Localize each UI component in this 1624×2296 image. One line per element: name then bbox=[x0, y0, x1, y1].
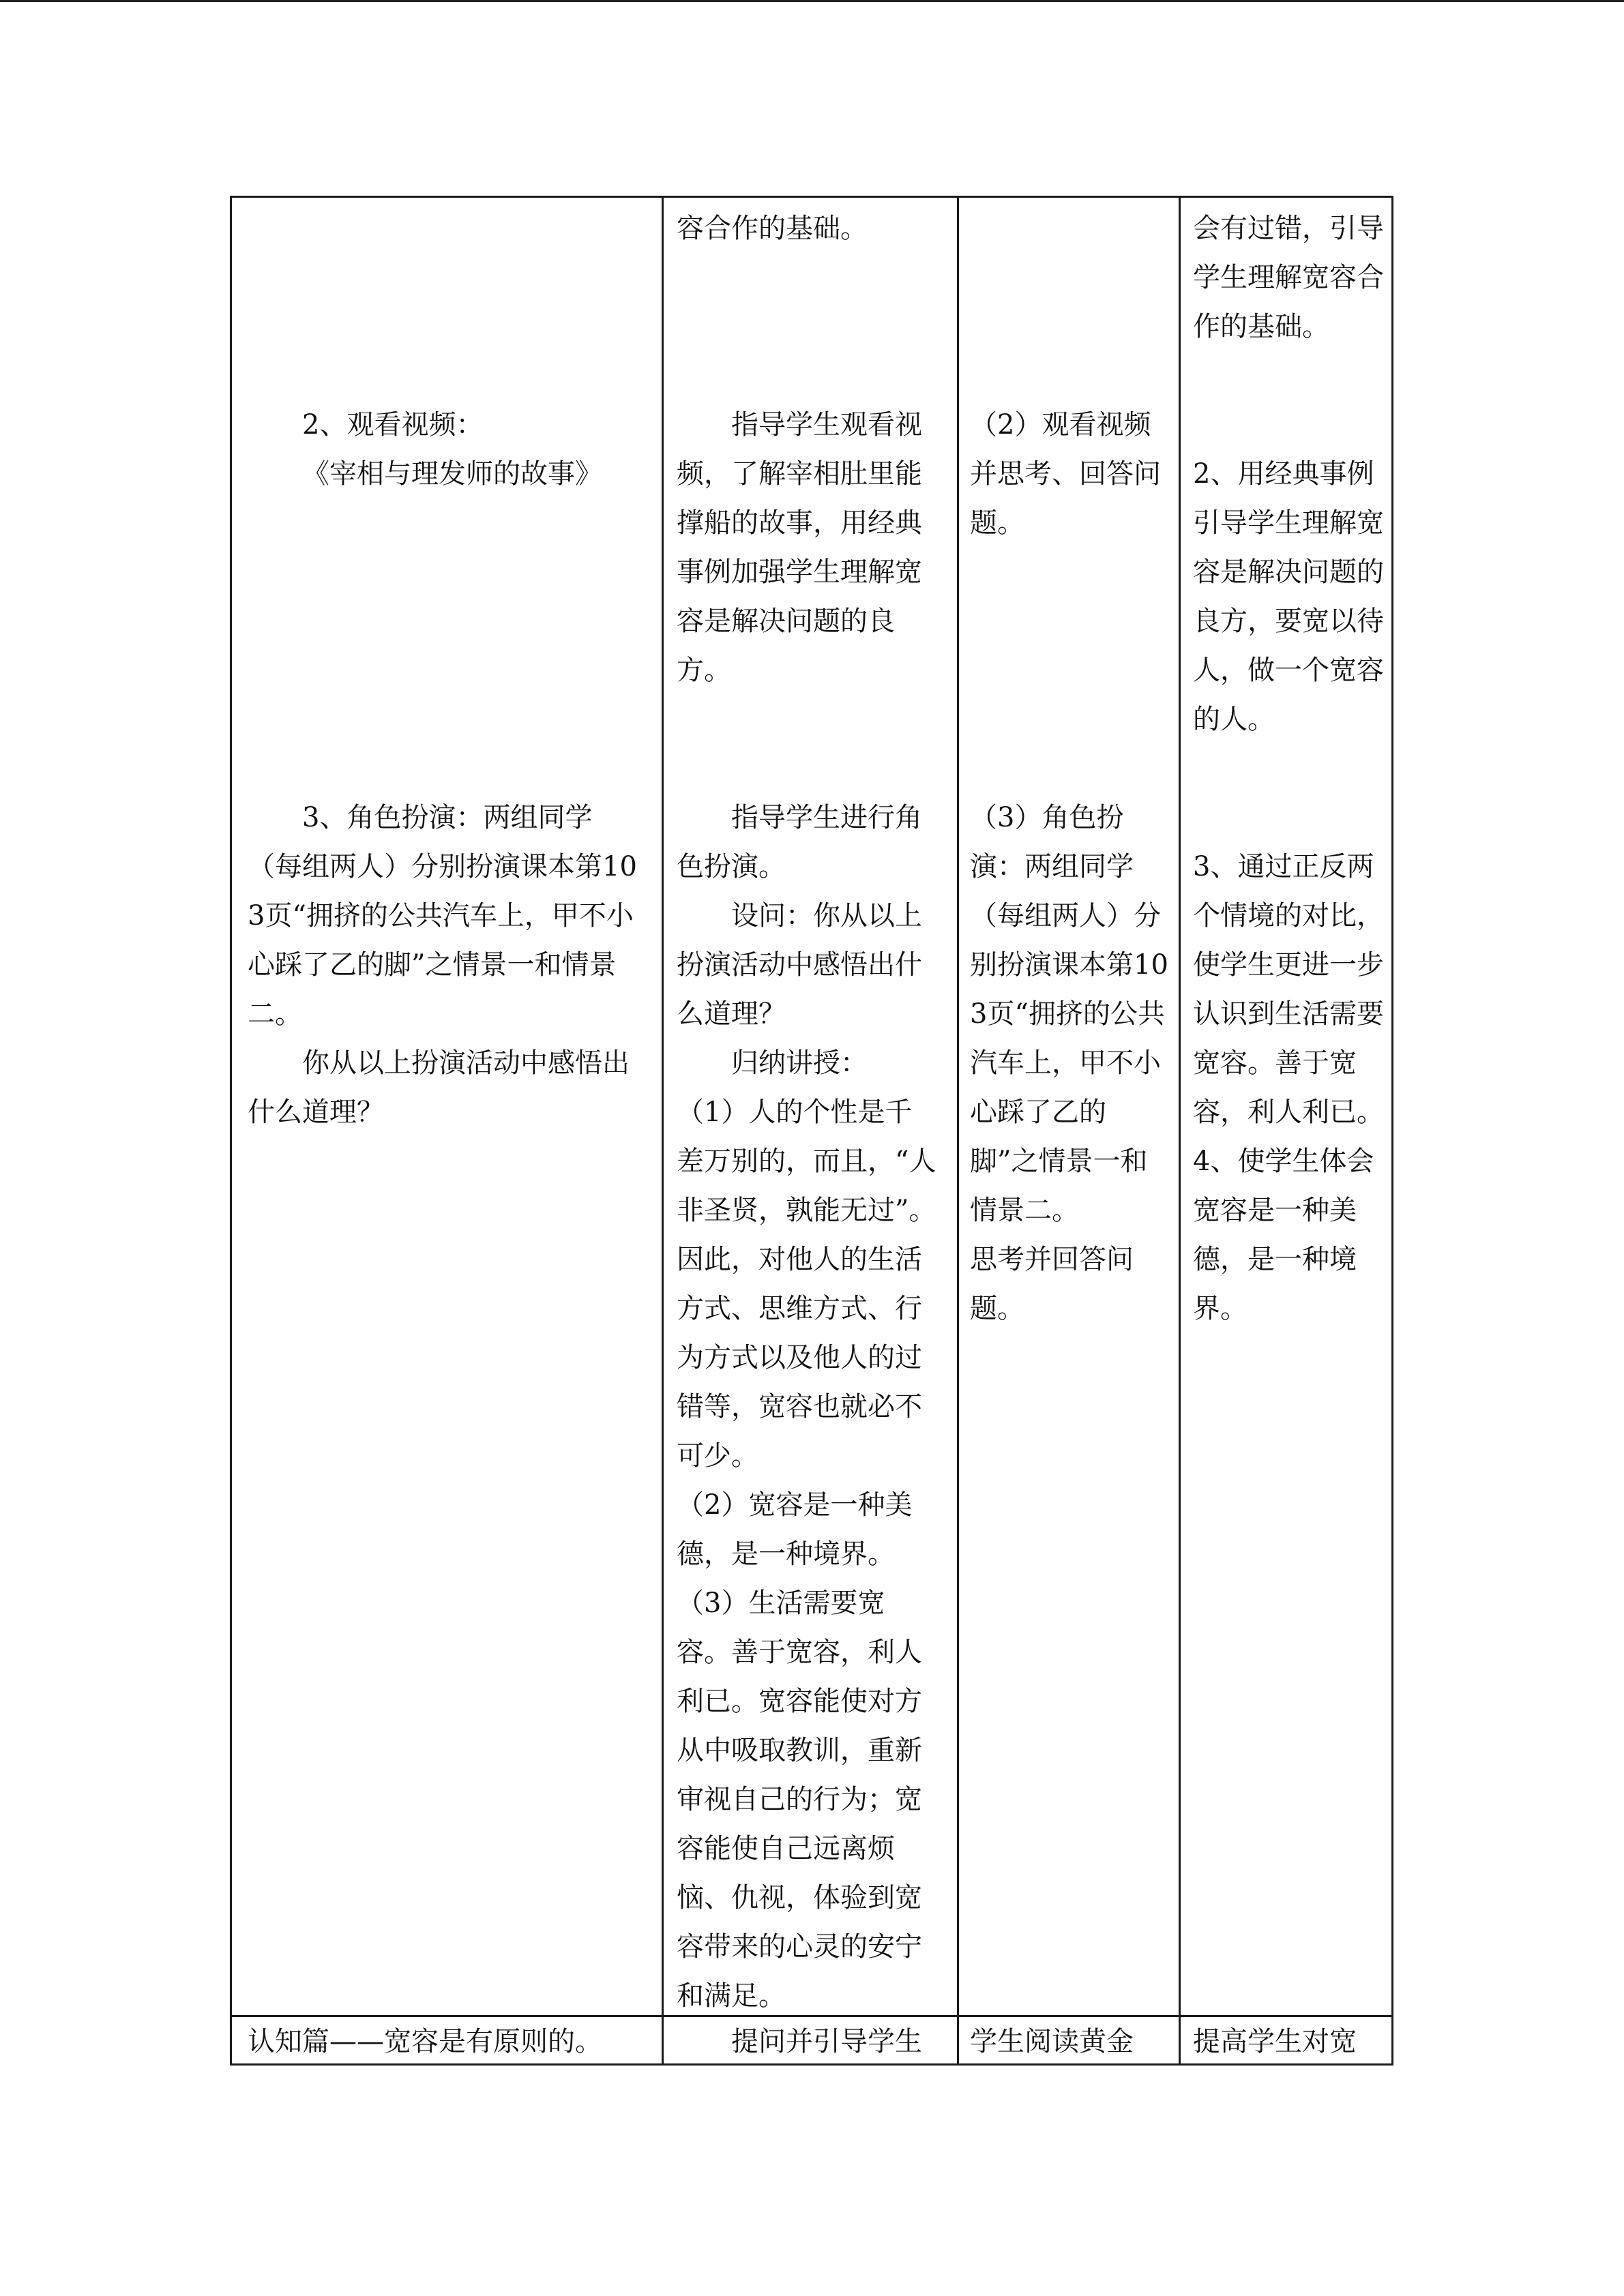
paragraph: 学生阅读黄金 bbox=[970, 2026, 1134, 2057]
paragraph: （3）角色扮演：两组同学（每组两人）分别扮演课本第103页“拥挤的公共汽车上，甲不小心踩了乙的脚”之情景一和情景二。 bbox=[970, 802, 1168, 1226]
paragraph: 指导学生进行角色扮演。 bbox=[677, 802, 922, 882]
paragraph: 容合作的基础。 bbox=[677, 213, 868, 244]
paragraph: 提高学生对宽 bbox=[1193, 2026, 1357, 2057]
student-segment bbox=[970, 400, 1169, 548]
paragraph: 3、角色扮演：两组同学（每组两人）分别扮演课本第103页“拥挤的公共汽车上，甲不小心踩了乙的脚”之情景一和情景二。 bbox=[248, 802, 637, 1030]
table-border-left bbox=[230, 196, 232, 2066]
section-heading: 认知篇——宽容是有原则的。 bbox=[248, 2026, 602, 2057]
paragraph: 2、观看视频： bbox=[302, 409, 484, 441]
paragraph: （2）宽容是一种美德，是一种境界。 bbox=[677, 1489, 913, 1570]
teacher-activity-cell bbox=[677, 196, 939, 2015]
page-top-rule bbox=[0, 0, 1624, 2]
paragraph: 2、用经典事例引导学生理解宽容是解决问题的良方，要宽以待人，做一个宽容的人。 bbox=[1193, 458, 1384, 735]
paragraph: 4、使学生体会宽容是一种美德，是一种境界。 bbox=[1193, 1146, 1374, 1324]
student-activity-cell bbox=[970, 196, 1169, 2015]
paragraph: 思考并回答问题。 bbox=[970, 1244, 1134, 1324]
teacher-activity-cell bbox=[677, 2017, 939, 2063]
activity-segment bbox=[248, 793, 647, 1137]
table-border-right bbox=[1391, 196, 1393, 2066]
paragraph: 会有过错，引导学生理解宽容合作的基础。 bbox=[1193, 213, 1384, 342]
teacher-segment bbox=[677, 400, 939, 695]
design-intent-cell bbox=[1193, 2017, 1387, 2063]
intent-segment bbox=[1193, 842, 1387, 1333]
student-activity-cell bbox=[970, 2017, 1169, 2063]
lesson-plan-table bbox=[230, 196, 1393, 2066]
paragraph: 归纳讲授： bbox=[731, 1047, 868, 1079]
paragraph: （2）观看视频并思考、回答问题。 bbox=[970, 409, 1161, 539]
activity-segment bbox=[248, 400, 647, 498]
student-segment bbox=[970, 793, 1169, 1333]
paragraph: 你从以上扮演活动中感悟出什么道理？ bbox=[248, 1047, 630, 1128]
activity-cell bbox=[248, 2017, 657, 2063]
intent-segment bbox=[1193, 449, 1387, 744]
intent-segment bbox=[1193, 204, 1387, 351]
paragraph: 《宰相与理发师的故事》 bbox=[302, 458, 602, 490]
paragraph: 指导学生观看视频，了解宰相肚里能撑船的故事，用经典事例加强学生理解宽容是解决问题的良方。 bbox=[677, 409, 922, 686]
activity-cell bbox=[248, 196, 647, 2015]
paragraph: 设问：你从以上扮演活动中感悟出什么道理？ bbox=[677, 900, 922, 1030]
paragraph: （3）生活需要宽容。善于宽容，利人利已。宽容能使对方从中吸取教训，重新审视自己的行为；宽容能使自己远离烦恼、仇视，体验到宽容带来的心灵的安宁和满足。 bbox=[677, 1587, 922, 2012]
column-divider-1 bbox=[662, 196, 664, 2066]
teacher-segment bbox=[677, 793, 939, 2021]
teacher-segment bbox=[677, 204, 939, 253]
paragraph: 3、通过正反两个情境的对比，使学生更进一步认识到生活需要宽容。善于宽容，利人利已。 bbox=[1193, 851, 1384, 1128]
paragraph: （1）人的个性是千差万别的，而且，“人非圣贤，孰能无过”。因此，对他人的生活方式、思维方式、行为方式以及他人的过错等，宽容也就必不可少。 bbox=[677, 1097, 936, 1472]
design-intent-cell bbox=[1193, 196, 1387, 2015]
column-divider-3 bbox=[1179, 196, 1181, 2066]
column-divider-2 bbox=[957, 196, 959, 2066]
paragraph: 提问并引导学生 bbox=[731, 2026, 922, 2057]
